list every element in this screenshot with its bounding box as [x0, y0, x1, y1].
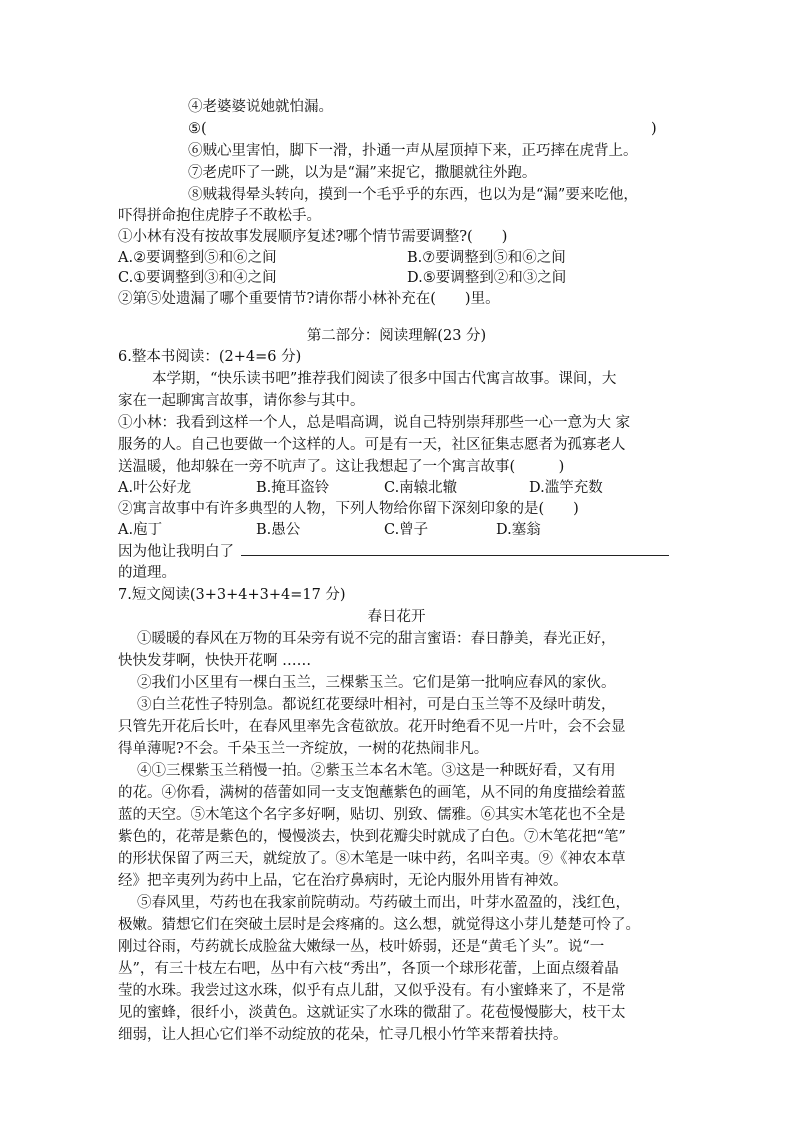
para4-line6: 经》把辛夷列为药中上品，它在治疗鼻病时，无论内服外用皆有神效。 [118, 873, 568, 889]
because-label: 因为他让我明白了 [118, 544, 234, 560]
option-d: D.⑤要调整到②和③之间 [407, 270, 567, 286]
option: A.庖丁 [118, 522, 163, 538]
q6-options-2 [118, 520, 678, 541]
para5-line6: 见的蜜蜂，很纤小，淡黄色。这就证实了水珠的微甜了。花苞慢慢膨大，枝干太 [118, 1005, 626, 1021]
option: A.叶公好龙 [118, 480, 192, 496]
question-missing-plot: ②第⑤处遗漏了哪个重要情节?请你帮小林补充在( )里。 [118, 291, 500, 307]
story-item-5-open: ⑤( [188, 121, 207, 137]
q6-header: 6.整本书阅读：(2+4=6 分) [118, 349, 302, 365]
story-item-7: ⑦老虎吓了一跳，以为是“漏”来捉它，撒腿就往外跑。 [188, 165, 537, 181]
option-b: B.⑦要调整到⑤和⑥之间 [407, 250, 566, 266]
answer-blank[interactable] [241, 541, 669, 556]
para5-line5: 莹的水珠。我尝过这水珠，似乎有点儿甜，又似乎没有。有小蜜蜂来了，不是常 [118, 983, 626, 999]
para3-line3: 得单薄呢?不会。千朵玉兰一齐绽放，一树的花热闹非凡。 [118, 741, 489, 757]
para5-line1: ⑤春风里，芍药也在我家前院萌动。芍药破土而出，叶芽水盈盈的，浅红色， [137, 895, 630, 911]
q6-because-line [118, 541, 678, 563]
passage-title: 春日花开 [367, 609, 426, 625]
para3-line2: 只管先开花后长叶，在春风里率先含苞欲放。花开时绝看不见一片叶，会不会显 [118, 719, 626, 735]
para5-line4: 丛”，有三十枝左右吧，丛中有六枝“秀出”，各顶一个球形花蕾，上面点缀着晶 [118, 961, 619, 977]
para1-line2: 快快发芽啊，快快开花啊 …… [118, 653, 312, 669]
part2-title: 第二部分：阅读理解(23 分) [306, 328, 487, 344]
story-item-5-close: ) [651, 121, 657, 137]
para4-line3: 蓝的天空。⑤木笔这个名字多好啊，贴切、别致、儒雅。⑥其实木笔花也不全是 [118, 807, 626, 823]
option: D.塞翁 [496, 522, 541, 538]
para4-line1: ④①三棵紫玉兰稍慢一拍。②紫玉兰本名木笔。③这是一种既好看，又有用 [137, 763, 616, 779]
option: D.滥竽充数 [529, 480, 603, 496]
para3-line1: ③白兰花性子特别急。都说红花要绿叶相衬，可是白玉兰等不及绿叶萌发， [137, 697, 616, 713]
para4-line5: 的形状保留了两三天，就绽放了。⑧木笔是一味中药，名叫辛夷。⑨《神农本草 [118, 851, 626, 867]
para5-line7: 细弱，让人担心它们举不动绽放的花朵，忙寻几根小竹竿来帮着扶持。 [118, 1027, 568, 1043]
story-item-5 [188, 119, 668, 140]
option: B.愚公 [256, 522, 301, 538]
para5-line2: 极嫩。猜想它们在突破土层时是会疼痛的。这么想，就觉得这小芽儿楚楚可怜了。 [118, 917, 640, 933]
q6-p1-line3: 送温暖，他却躲在一旁不吭声了。这让我想起了一个寓言故事( ) [118, 459, 565, 475]
option-row-ab [118, 248, 678, 269]
para4-line2: 的花。④你看，满树的蓓蕾如同一支支饱蘸紫色的画笔，从不同的角度描绘着蓝 [118, 785, 626, 801]
option: C.曾子 [384, 522, 429, 538]
option: B.掩耳盗铃 [256, 480, 330, 496]
para2: ②我们小区里有一棵白玉兰，三棵紫玉兰。它们是第一批响应春风的家伙。 [137, 675, 616, 691]
story-item-8-line2: 吓得拼命抱住虎脖子不敢松手。 [118, 208, 321, 224]
para4-line4: 紫色的，花蒂是紫色的，慢慢淡去，快到花瓣尖时就成了白色。⑦木笔花把“笔” [118, 829, 626, 845]
para1-line1: ①暖暖的春风在万物的耳朵旁有说不完的甜言蜜语：春日静美，春光正好， [137, 631, 616, 647]
q6-tail: 的道理。 [118, 565, 176, 581]
q6-p1-line1: ①小林：我看到这样一个人，总是唱高调，说自己特别崇拜那些一心一意为大 家 [118, 415, 631, 431]
question-order: ①小林有没有按故事发展顺序复述?哪个情节需要调整?( ) [118, 229, 508, 245]
q6-p1-line2: 服务的人。自己也要做一个这样的人。可是有一天，社区征集志愿者为孤寡老人 [118, 437, 626, 453]
story-item-4: ④老婆婆说她就怕漏。 [188, 99, 333, 115]
q6-options-1 [118, 478, 678, 499]
option-a: A.②要调整到⑤和⑥之间 [118, 250, 277, 266]
q6-intro-line1: 本学期，“快乐读书吧”推荐我们阅读了很多中国古代寓言故事。课间，大 [152, 371, 617, 387]
q6-p2: ②寓言故事中有许多典型的人物，下列人物给你留下深刻印象的是( ) [118, 501, 579, 517]
option-row-cd [118, 268, 678, 289]
option-c: C.①要调整到③和④之间 [118, 270, 277, 286]
option: C.南辕北辙 [384, 480, 458, 496]
story-item-6: ⑥贼心里害怕，脚下一滑，扑通一声从屋顶掉下来，正巧摔在虎背上。 [188, 143, 638, 159]
q7-header: 7.短文阅读(3+3+4+3+4=17 分) [118, 587, 346, 603]
story-item-8-line1: ⑧贼栽得晕头转向，摸到一个毛乎乎的东西，也以为是“漏”要来吃他， [188, 187, 638, 203]
q6-intro-line2: 家在一起聊寓言故事，请你参与其中。 [118, 393, 365, 409]
para5-line3: 刚过谷雨，芍药就长成脸盆大嫩绿一丛，枝叶娇弱，还是“黄毛丫头”。说“一 [118, 939, 605, 955]
